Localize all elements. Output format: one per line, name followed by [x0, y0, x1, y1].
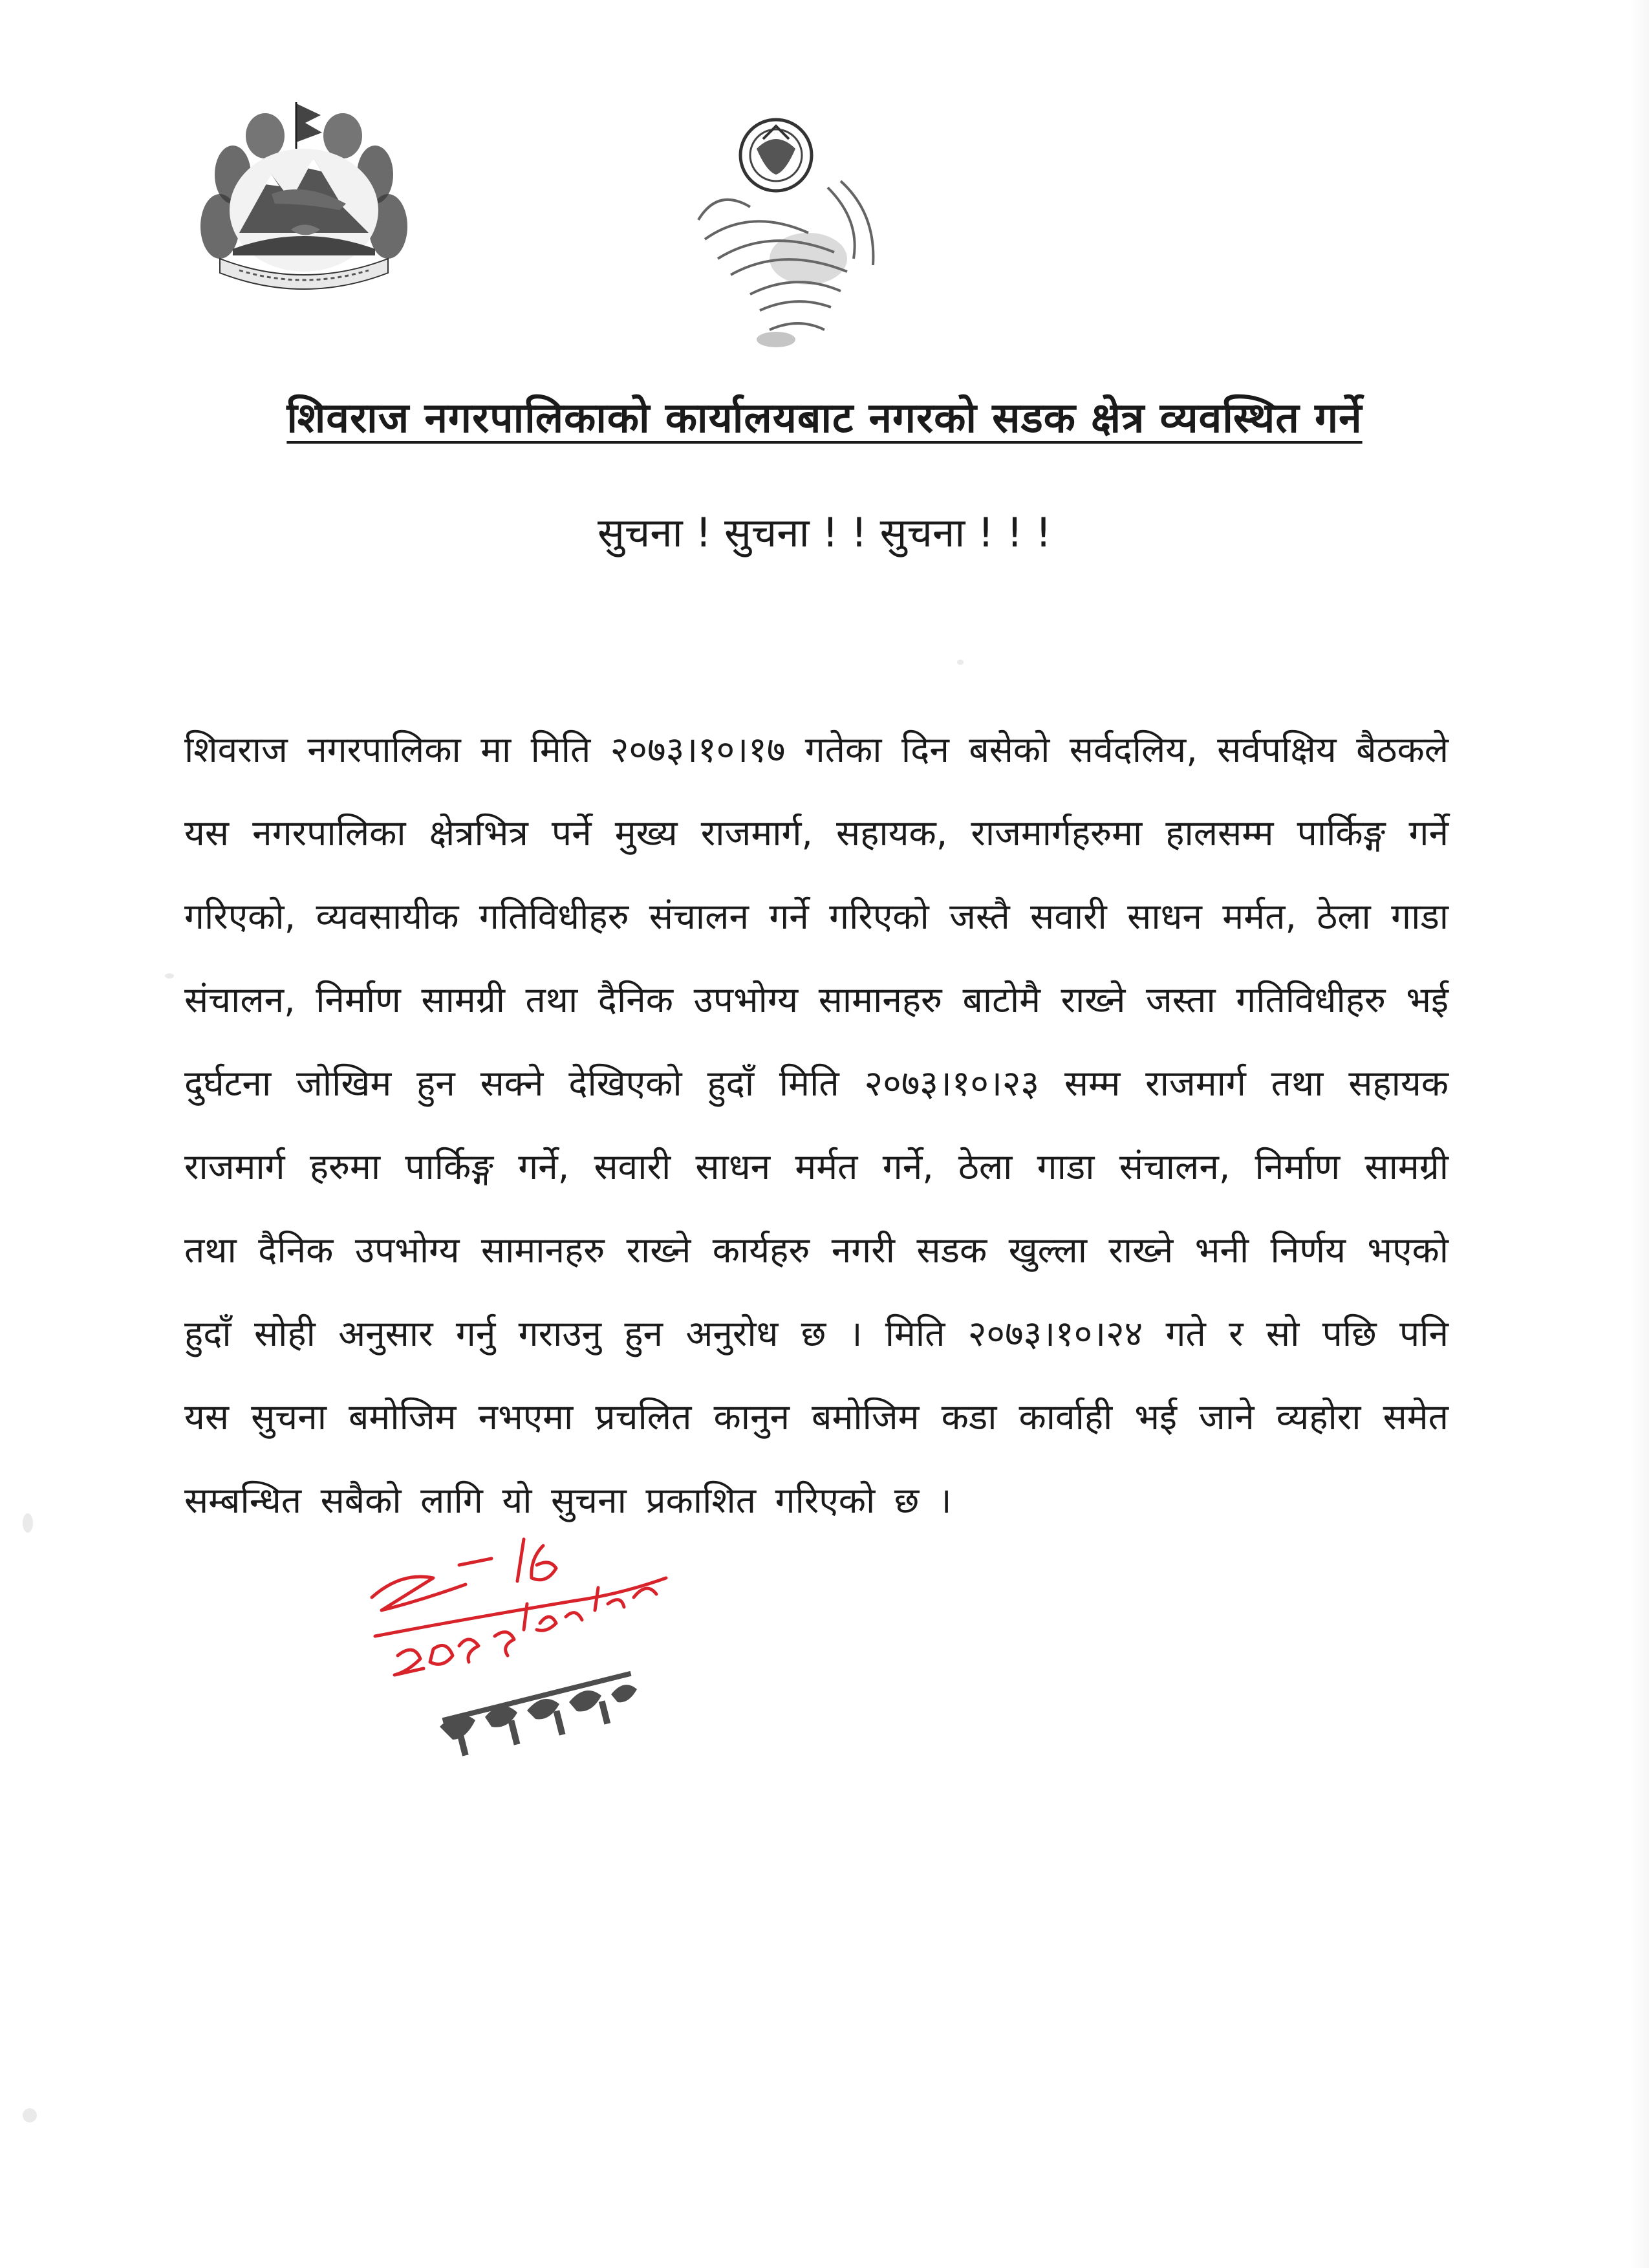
notice-heading: सुचना ! सुचना ! ! सुचना ! ! ! — [597, 509, 1052, 556]
notice-body: शिवराज नगरपालिका मा मिति २०७३।१०।१७ गतेका दिन बसेको सर्वदलिय, सर्वपक्षिय बैठकले यस नगरपालिका क्षेत्रभित्र पर्ने मुख्य राजमार्ग, सहायक, राजमार्गहरुमा हालसम्म पार्किङ्ग गर्ने गरिएको, व्यवसायीक गतिविधीहरु संचालन गर्ने गरिएको जस्तै सवारी साधन मर्मत, ठेला गाडा संचालन, निर्माण सामग्री तथा दैनिक उपभोग्य सामानहरु बाटोमै राख्ने जस्ता गतिविधीहरु भई दुर्घटना जोखिम हुन सक्ने देखिएको हुदाँ मिति २०७३।१०।२३ सम्म राजमार्ग तथा सहायक राजमार्ग हरुमा पार्किङ्ग गर्ने, सवारी साधन मर्मत गर्ने, ठेला गाडा संचालन, निर्माण सामग्री तथा दैनिक उपभोग्य सामानहरु राख्ने कार्यहरु नगरी सडक खुल्ला राख्ने भनी निर्णय भएको हुदाँ सोही अनुसार गर्नु गराउनु हुन अनुरोध छ । मिति २०७३।१०।२४ गते र सो पछि पनि यस सुचना बमोजिम नभएमा प्रचलित कानुन बमोजिम कडा कार्वाही भई जाने व्यहोरा समेत सम्बन्धित सबैको लागि यो सुचना प्रकाशित गरिएको छ । — [184, 729, 1449, 1521]
officer-signature — [362, 1533, 724, 1766]
nepal-emblem-logo — [194, 97, 414, 304]
scan-speck — [957, 660, 964, 665]
scan-speck — [23, 1513, 33, 1533]
scan-edge-shadow — [1630, 0, 1649, 2268]
municipality-office-seal — [679, 110, 892, 382]
scan-speck — [23, 2108, 37, 2122]
scan-speck — [165, 973, 174, 978]
notice-title: शिवराज नगरपालिकाको कार्यालयबाट नगरको सडक क्षेत्र व्यवस्थित गर्ने — [286, 394, 1363, 442]
